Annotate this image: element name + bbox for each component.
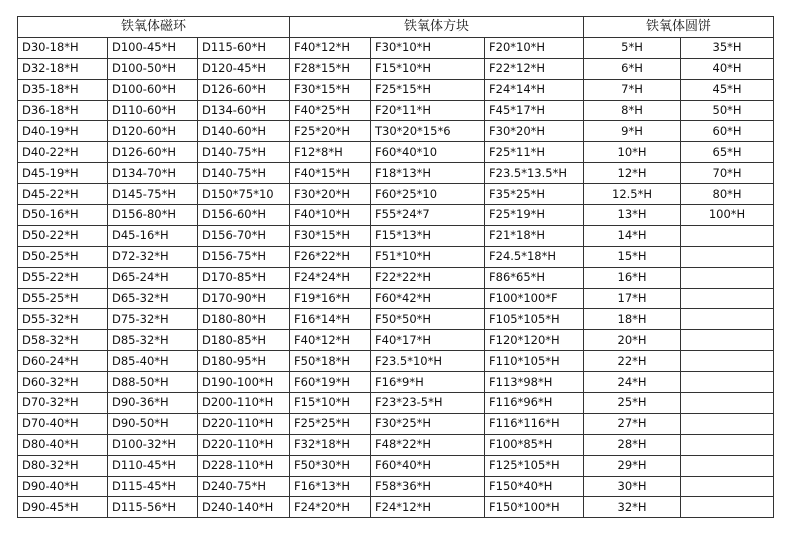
table-cell — [681, 413, 774, 434]
table-row — [18, 476, 774, 497]
header-ferrite-disc: 铁氧体圆饼 — [584, 17, 774, 38]
table-cell: F28*15*H — [290, 58, 371, 79]
table-body — [18, 37, 774, 517]
table-cell: D45-22*H — [18, 184, 108, 205]
table-cell: F12*8*H — [290, 142, 371, 163]
table-cell: D55-22*H — [18, 267, 108, 288]
table-cell: 27*H — [584, 413, 681, 434]
table-cell: 17*H — [584, 288, 681, 309]
table-cell: F22*12*H — [485, 58, 584, 79]
table-row — [18, 79, 774, 100]
table-cell: D180-80*H — [198, 309, 290, 330]
table-cell: F30*15*H — [290, 79, 371, 100]
table-cell: F60*40*H — [371, 455, 485, 476]
table-cell: F40*10*H — [290, 205, 371, 226]
table-cell: 12*H — [584, 163, 681, 184]
table-cell: D30-18*H — [18, 37, 108, 58]
table-cell: 13*H — [584, 205, 681, 226]
table-cell — [681, 246, 774, 267]
table-row — [18, 330, 774, 351]
table-cell: F40*15*H — [290, 163, 371, 184]
table-cell: 22*H — [584, 351, 681, 372]
table-cell: F116*96*H — [485, 393, 584, 414]
table-cell: F25*25*H — [290, 413, 371, 434]
table-cell: F25*19*H — [485, 205, 584, 226]
table-cell: D240-75*H — [198, 476, 290, 497]
table-cell: D40-19*H — [18, 121, 108, 142]
table-cell: D90-40*H — [18, 476, 108, 497]
table-cell: F25*11*H — [485, 142, 584, 163]
table-cell: F51*10*H — [371, 246, 485, 267]
table-cell: 28*H — [584, 434, 681, 455]
table-cell: D72-32*H — [108, 246, 198, 267]
table-cell: 8*H — [584, 100, 681, 121]
table-cell — [681, 476, 774, 497]
table-cell: 6*H — [584, 58, 681, 79]
table-row — [18, 58, 774, 79]
table-cell: F40*17*H — [371, 330, 485, 351]
table-cell: D115-60*H — [198, 37, 290, 58]
table-cell: 14*H — [584, 225, 681, 246]
table-cell — [681, 267, 774, 288]
table-cell: F60*25*10 — [371, 184, 485, 205]
table-cell: D70-32*H — [18, 393, 108, 414]
table-cell: F113*98*H — [485, 372, 584, 393]
table-row — [18, 225, 774, 246]
table-cell: 45*H — [681, 79, 774, 100]
table-cell: D140-60*H — [198, 121, 290, 142]
table-cell: F30*20*H — [485, 121, 584, 142]
table-cell: D36-18*H — [18, 100, 108, 121]
table-cell: F18*13*H — [371, 163, 485, 184]
table-row — [18, 121, 774, 142]
table-cell: 70*H — [681, 163, 774, 184]
table-cell: F25*15*H — [371, 79, 485, 100]
table-cell: D55-32*H — [18, 309, 108, 330]
table-cell: 29*H — [584, 455, 681, 476]
table-cell: 15*H — [584, 246, 681, 267]
table-cell: 16*H — [584, 267, 681, 288]
header-ferrite-block: 铁氧体方块 — [290, 17, 584, 38]
table-cell: D65-24*H — [108, 267, 198, 288]
table-cell: F24.5*18*H — [485, 246, 584, 267]
table-cell: F24*20*H — [290, 497, 371, 518]
table-row — [18, 100, 774, 121]
table-cell: 12.5*H — [584, 184, 681, 205]
table-cell: D240-140*H — [198, 497, 290, 518]
table-cell: F16*14*H — [290, 309, 371, 330]
table-cell: D220-110*H — [198, 413, 290, 434]
table-cell: D220-110*H — [198, 434, 290, 455]
table-row — [18, 497, 774, 518]
table-row — [18, 309, 774, 330]
table-cell: 100*H — [681, 205, 774, 226]
table-row — [18, 163, 774, 184]
table-row — [18, 455, 774, 476]
table-cell — [681, 434, 774, 455]
table-cell: D50-25*H — [18, 246, 108, 267]
table-cell: D120-45*H — [198, 58, 290, 79]
table-cell: F30*25*H — [371, 413, 485, 434]
table-row — [18, 267, 774, 288]
table-cell: D40-22*H — [18, 142, 108, 163]
table-cell: T30*20*15*6 — [371, 121, 485, 142]
table-cell: F60*40*10 — [371, 142, 485, 163]
table-cell: F50*50*H — [371, 309, 485, 330]
table-cell: D140-75*H — [198, 163, 290, 184]
table-cell: D156-80*H — [108, 205, 198, 226]
table-cell: F150*100*H — [485, 497, 584, 518]
table-row — [18, 184, 774, 205]
table-cell: D58-32*H — [18, 330, 108, 351]
table-cell: 65*H — [681, 142, 774, 163]
table-cell: F30*15*H — [290, 225, 371, 246]
table-cell: F24*24*H — [290, 267, 371, 288]
table-cell: F55*24*7 — [371, 205, 485, 226]
table-cell: F50*30*H — [290, 455, 371, 476]
table-cell: D110-60*H — [108, 100, 198, 121]
table-row — [18, 288, 774, 309]
table-cell: D115-56*H — [108, 497, 198, 518]
table-cell: 10*H — [584, 142, 681, 163]
table-cell: F150*40*H — [485, 476, 584, 497]
table-cell: F21*18*H — [485, 225, 584, 246]
table-cell: D140-75*H — [198, 142, 290, 163]
table-cell: D156-60*H — [198, 205, 290, 226]
table-cell: F23.5*10*H — [371, 351, 485, 372]
table-cell: D156-75*H — [198, 246, 290, 267]
table-cell: D100-50*H — [108, 58, 198, 79]
table-cell: D60-24*H — [18, 351, 108, 372]
table-cell: D190-100*H — [198, 372, 290, 393]
table-cell: D65-32*H — [108, 288, 198, 309]
table-cell: F30*20*H — [290, 184, 371, 205]
table-cell: 50*H — [681, 100, 774, 121]
table-cell: 18*H — [584, 309, 681, 330]
table-cell: F48*22*H — [371, 434, 485, 455]
table-cell: F86*65*H — [485, 267, 584, 288]
table-row — [18, 434, 774, 455]
table-cell: D90-45*H — [18, 497, 108, 518]
table-cell: D70-40*H — [18, 413, 108, 434]
table-cell: 7*H — [584, 79, 681, 100]
table-cell: D228-110*H — [198, 455, 290, 476]
table-cell: D35-18*H — [18, 79, 108, 100]
table-cell — [681, 330, 774, 351]
table-cell: D126-60*H — [108, 142, 198, 163]
table-cell: F35*25*H — [485, 184, 584, 205]
table-cell: D80-40*H — [18, 434, 108, 455]
table-cell: D145-75*H — [108, 184, 198, 205]
table-cell: F116*116*H — [485, 413, 584, 434]
table-cell: D80-32*H — [18, 455, 108, 476]
table-cell: D150*75*10 — [198, 184, 290, 205]
table-row — [18, 393, 774, 414]
table-cell: D200-110*H — [198, 393, 290, 414]
table-cell: F20*11*H — [371, 100, 485, 121]
table-cell: D180-85*H — [198, 330, 290, 351]
table-cell — [681, 351, 774, 372]
table-cell: F22*22*H — [371, 267, 485, 288]
table-cell: D134-60*H — [198, 100, 290, 121]
table-cell: F40*25*H — [290, 100, 371, 121]
table-cell: F23*23-5*H — [371, 393, 485, 414]
table-cell: F24*12*H — [371, 497, 485, 518]
ferrite-size-table — [17, 16, 774, 518]
table-cell: D45-16*H — [108, 225, 198, 246]
table-cell — [681, 225, 774, 246]
table-cell: D50-22*H — [18, 225, 108, 246]
table-cell: F100*85*H — [485, 434, 584, 455]
table-row — [18, 413, 774, 434]
table-cell: F60*42*H — [371, 288, 485, 309]
table-cell: D134-70*H — [108, 163, 198, 184]
table-cell: 9*H — [584, 121, 681, 142]
table-cell: F32*18*H — [290, 434, 371, 455]
table-cell: F30*10*H — [371, 37, 485, 58]
table-cell — [681, 288, 774, 309]
table-cell: D110-45*H — [108, 455, 198, 476]
table-cell: 80*H — [681, 184, 774, 205]
table-cell: D115-45*H — [108, 476, 198, 497]
table-cell: D90-50*H — [108, 413, 198, 434]
table-cell: F58*36*H — [371, 476, 485, 497]
table-cell: 35*H — [681, 37, 774, 58]
table-cell: F50*18*H — [290, 351, 371, 372]
table-cell: 60*H — [681, 121, 774, 142]
table-cell: F100*100*F — [485, 288, 584, 309]
table-cell: D85-32*H — [108, 330, 198, 351]
table-cell: F125*105*H — [485, 455, 584, 476]
table-cell: F105*105*H — [485, 309, 584, 330]
table-cell: F40*12*H — [290, 37, 371, 58]
table-cell: F40*12*H — [290, 330, 371, 351]
table-row — [18, 37, 774, 58]
table-cell: D45-19*H — [18, 163, 108, 184]
table-cell: F16*13*H — [290, 476, 371, 497]
table-cell: D170-85*H — [198, 267, 290, 288]
table-cell: F15*10*H — [290, 393, 371, 414]
table-cell: F15*13*H — [371, 225, 485, 246]
table-cell — [681, 393, 774, 414]
table-row — [18, 142, 774, 163]
table-cell: F24*14*H — [485, 79, 584, 100]
table-cell: F26*22*H — [290, 246, 371, 267]
table-cell: 32*H — [584, 497, 681, 518]
table-row — [18, 205, 774, 226]
table-cell: F16*9*H — [371, 372, 485, 393]
table-cell: 30*H — [584, 476, 681, 497]
table-cell: 5*H — [584, 37, 681, 58]
table-cell: F20*10*H — [485, 37, 584, 58]
table-cell: D156-70*H — [198, 225, 290, 246]
header-row — [18, 17, 774, 38]
table-cell — [681, 372, 774, 393]
table-cell: D85-40*H — [108, 351, 198, 372]
table-cell: F15*10*H — [371, 58, 485, 79]
table-cell: F45*17*H — [485, 100, 584, 121]
table-cell: D50-16*H — [18, 205, 108, 226]
table-cell — [681, 309, 774, 330]
table-cell: D32-18*H — [18, 58, 108, 79]
table-cell: F19*16*H — [290, 288, 371, 309]
table-cell: D55-25*H — [18, 288, 108, 309]
table-cell: D100-60*H — [108, 79, 198, 100]
table-cell: F120*120*H — [485, 330, 584, 351]
table-cell: 40*H — [681, 58, 774, 79]
table-cell: D120-60*H — [108, 121, 198, 142]
header-ferrite-ring: 铁氧体磁环 — [18, 17, 290, 38]
table-cell: D100-32*H — [108, 434, 198, 455]
table-cell: D126-60*H — [198, 79, 290, 100]
table-cell: D100-45*H — [108, 37, 198, 58]
table-cell: F23.5*13.5*H — [485, 163, 584, 184]
table-cell: F110*105*H — [485, 351, 584, 372]
table-cell: 20*H — [584, 330, 681, 351]
table-cell: D170-90*H — [198, 288, 290, 309]
table-cell: 24*H — [584, 372, 681, 393]
table-cell — [681, 497, 774, 518]
table-cell: D90-36*H — [108, 393, 198, 414]
table-cell: D60-32*H — [18, 372, 108, 393]
table-cell: F25*20*H — [290, 121, 371, 142]
table-row — [18, 351, 774, 372]
table-cell: D88-50*H — [108, 372, 198, 393]
table-cell: F60*19*H — [290, 372, 371, 393]
table-cell — [681, 455, 774, 476]
table-row — [18, 372, 774, 393]
table-cell: 25*H — [584, 393, 681, 414]
table-cell: D180-95*H — [198, 351, 290, 372]
table-row — [18, 246, 774, 267]
table-cell: D75-32*H — [108, 309, 198, 330]
